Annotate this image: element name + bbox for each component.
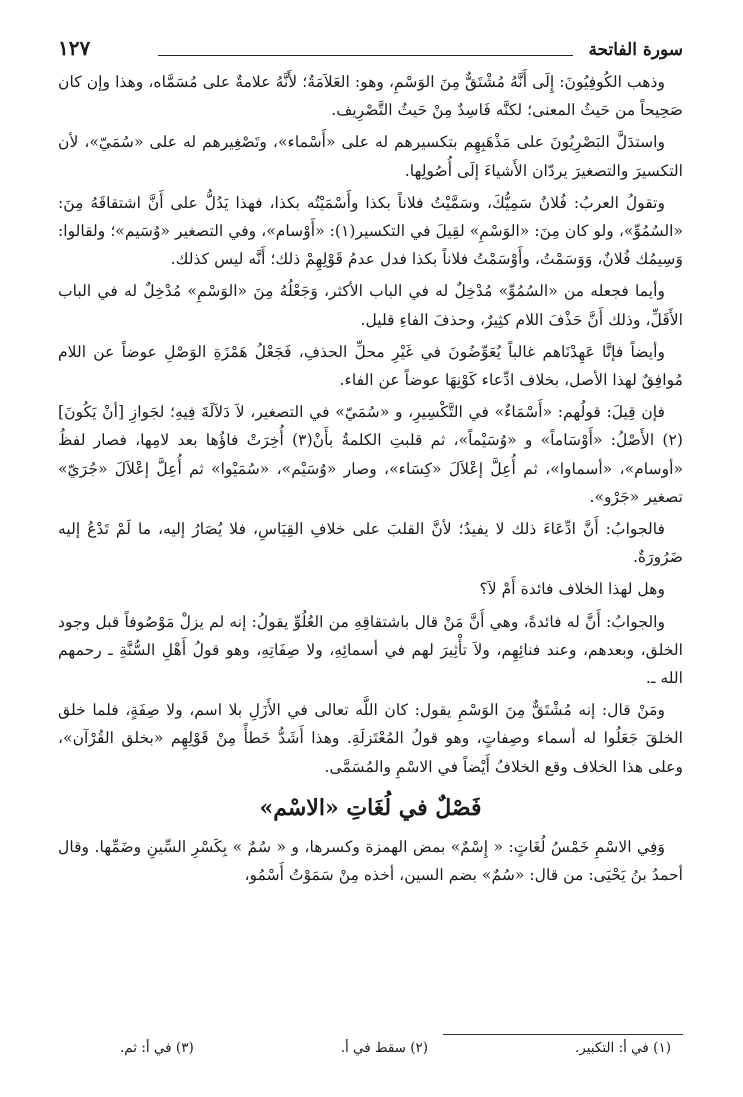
- paragraph: وَفِي الاسْمِ خَمْسُ لُغَاتٍ: « إِسْمٌ» بمض الهمزة وكسرها، و « سُمٌ » بِكَسْرِ السِّينِ وضَمِّها. وقال أحمدُ بنُ يَحْيَى: من قال: «سُمٌ» بضم السين، أخذه مِنْ سَمَوْتُ أَسْمُو،: [58, 837, 683, 885]
- page-header: [58, 30, 683, 60]
- paragraph: وأيضاً فإنَّا عَهِدْنَاهم غالباً يُعَوِّضُونَ في غَيْرِ محلِّ الحذفِ، فَجَعْلُ هَمْزَةِ الوَصْلِ عوضاً عن اللام مُوافِقٌ لهذا الأصل، بخلاف ادِّعاء كَوْنِهَا عوضاً عن الفاء.: [58, 342, 683, 390]
- footnotes: [120, 1040, 671, 1056]
- paragraph: وأيما فجعله من «السُمُوِّ» مُدْخِلٌ له في الباب الأكثر، وَجَعْلُهُ مِنَ «الوَسْمِ» مُدْخِلٌ له في الباب الأَقَلِّ، وذلك أَنَّ حَذْفَ اللام كثِيرٌ، وحذفَ الفاءِ قليل.: [58, 282, 683, 329]
- page-number: ١٢٧: [58, 36, 91, 60]
- body-text: [58, 68, 683, 893]
- footnote-divider: [443, 1034, 683, 1035]
- footnote-2: (٢) سقط في أ.: [340, 1040, 429, 1056]
- paragraph: واستدَلَّ البَصْرِيُونَ على مَذْهَبِهِم بتكسيرهم له على «أَسْماء»، وتَصْغِيرهم له على «سُمَيّ»، لأن التكسيرَ والتصغيرَ يردّان الأَشياءَ إلَى أُصُولِها.: [58, 133, 683, 180]
- running-title: سورة الفاتحة: [588, 40, 683, 60]
- header-rule: [158, 55, 573, 56]
- paragraph: والجوابُ: أَنَّ له فائدةً، وهي أَنَّ مَنْ قال باشتقاقِهِ من العُلُوِّ يقولُ: إنه لم يزلْ مَوْصُوفاً قبل وجود الخلق، وبعدهم، وعند فنائِهِم، ولاَ تأْثِيرَ لهم في أسمائِهِ، ولا صِفَاتِهِ، وهو قولُ أَهْلِ السُّنَّةِ ـ رحمهم الله ـ.: [58, 612, 683, 688]
- paragraph: ومَنْ قال: إنه مُشْتَقٌّ مِنَ الوَسْمِ يقول: كان اللَّه تعالى في الأَزَلِ بلا اسم، ولا صِفَةٍ، فلما خلق الخلقَ جَعَلُوا له أسماء وصِفاتٍ، وهو قولُ المُعْتَزلَةِ. وهذا أَشَدُّ خَطأً مِنْ قَوْلِهِم «بخلق القُرْآن»، وعلى هذا الخلاف وقع الخلافُ أَيْضاً في الاسْمِ والمُسَمَّى.: [58, 701, 683, 776]
- footnote-3: (٣) في أ: ثم.: [120, 1040, 194, 1056]
- section-heading: فَصْلٌ في لُغَاتِ «الاسْم»: [259, 794, 482, 821]
- paragraph: وتقولُ العربُ: فُلانٌ سَمِيُّكَ، وسَمَّيْتُ فلاناً بكذا وأَسْمَيْتُه بكذا، فهذا يَدُلُّ على أَنَّ اشتقاقَهُ مِنَ: «السُمُوِّ»، ولو كان مِنَ: «الوَسْمِ» لقِيلَ في التكسير(١): «أَوْسام»، وفي التصغير «وُسَيم»؛ ولقالوا: وَسِيمُك فُلانٌ، وَوَسَمْتُ، وأَوْسَمْتُ فلاناً بكذا فدل عدمُ قَوْلِهِمْ ذلك؛ أَنَّه ليس كذلك.: [58, 193, 684, 269]
- paragraph: فإن قِيلَ: قولُهم: «أَسْمَاءٌ» في التَّكْسِيرِ، و «سُمَيّ» في التصغير، لاَ دَلاَلَةَ فِيهِ؛ لجَوازِ [أنْ يَكُونَ](٢) الأَصْلُ: «أَوْسَاماً» و «وُسَيْماً»، ثم قلبتِ الكلمةُ بأَنْ(٣) أُخِرَتْ فاؤُها بعد لامِها، فصار لفظُ «أوسام»، «أسماوا»، ثم أُعِلَّ إعْلاَلَ «كِسَاء»، وصار «وُسَيْم»، «سُمَيْوا» ثم أُعِلَّ إعْلاَلَ «جُرَيّ» تصغير «جَرْو».: [58, 403, 683, 506]
- paragraph: وهل لهذا الخلاف فائدة أَمْ لاَ؟: [479, 580, 665, 599]
- paragraph: وذهب الكُوفِيُونَ: إِلَى أَنَّهُ مُشْتَقٌّ مِنَ الوَسْمِ، وهو: العَلاَمَةُ؛ لأَنَّهُ علامةٌ على مُسَمَّاه، وهذا وإن كان صَحِيحاً من حَيثُ المعنى؛ لكنَّه فَاسِدٌ مِنْ حَيثُ التَّصْرِيف.: [58, 73, 683, 120]
- footnote-1: (١) في أ: التكبير.: [575, 1040, 671, 1056]
- paragraph: فالجوابُ: أَنَّ ادِّعَاءَ ذلك لا يفيدُ؛ لأنَّ القلبَ على خلافِ القِيَاسِ، فلا يُصَارُ إليه، ما لَمْ تَدْعُ إليه ضَرُورَةٌ.: [58, 520, 683, 567]
